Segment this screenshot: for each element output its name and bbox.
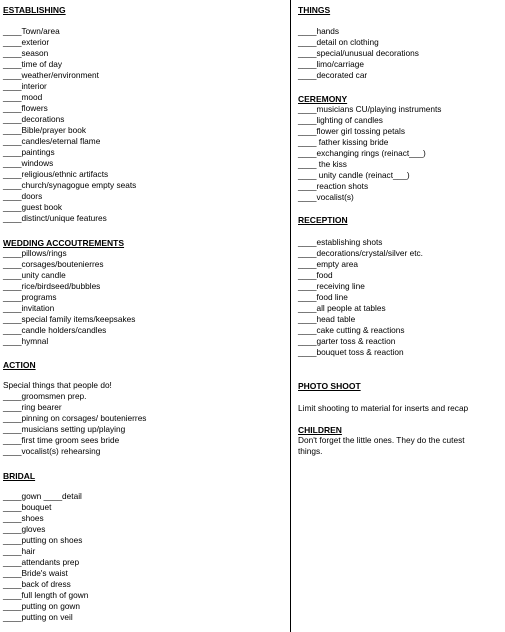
list-item: ____bouquet toss & reaction	[298, 347, 404, 357]
list-item: ____mood	[3, 92, 43, 102]
section-heading-things: THINGS	[298, 5, 331, 15]
section-intro: Special things that people do!	[3, 380, 112, 390]
list-item: ____candle holders/candles	[3, 325, 107, 335]
section-heading-children: CHILDREN	[298, 425, 342, 435]
list-item: ____candles/eternal flame	[3, 136, 101, 146]
list-item: ____lighting of candles	[298, 115, 383, 125]
list-item: ____doors	[3, 191, 43, 201]
list-item: ____paintings	[3, 147, 55, 157]
list-item: ____Bible/prayer book	[3, 125, 87, 135]
list-item: ____detail on clothing	[298, 37, 379, 47]
list-item: ____gown ____detail	[3, 491, 82, 501]
list-item: ____weather/environment	[3, 70, 99, 80]
list-item: ____religious/ethnic artifacts	[3, 169, 109, 179]
list-item: ____corsages/boutenierres	[3, 259, 104, 269]
list-item: ____groomsmen prep.	[3, 391, 87, 401]
list-item: ____receiving line	[298, 281, 365, 291]
list-item: ____flower girl tossing petals	[298, 126, 405, 136]
section-note: Don't forget the little ones. They do the cutest things.	[298, 435, 465, 456]
list-item: ____decorations/crystal/silver etc.	[298, 248, 423, 258]
list-item: ____vocalist(s) rehearsing	[3, 446, 101, 456]
list-item: ____gloves	[3, 524, 46, 534]
list-item: ____interior	[3, 81, 47, 91]
list-item: ____church/synagogue empty seats	[3, 180, 137, 190]
list-item: ____unity candle	[3, 270, 66, 280]
list-item: ____windows	[3, 158, 54, 168]
column-divider	[290, 0, 291, 632]
list-item: ____shoes	[3, 513, 44, 523]
list-item: ____full length of gown	[3, 590, 89, 600]
list-item: ____musicians setting up/playing	[3, 424, 126, 434]
list-item: ____decorations	[3, 114, 65, 124]
list-item: ____exchanging rings (reinact___)	[298, 148, 426, 158]
list-item: ____special/unusual decorations	[298, 48, 419, 58]
section-heading-wedding-accoutrements: WEDDING ACCOUTREMENTS	[3, 238, 125, 248]
list-item: ____hair	[3, 546, 36, 556]
list-item: ____hands	[298, 26, 340, 36]
list-item: ____ unity candle (reinact___)	[298, 170, 410, 180]
section-heading-establishing: ESTABLISHING	[3, 5, 66, 15]
list-item: ____pillows/rings	[3, 248, 67, 258]
list-item: ____back of dress	[3, 579, 71, 589]
list-item: ____exterior	[3, 37, 50, 47]
list-item: ____season	[3, 48, 49, 58]
section-heading-action: ACTION	[3, 360, 36, 370]
list-item: ____garter toss & reaction	[298, 336, 396, 346]
list-item: ____empty area	[298, 259, 358, 269]
list-item: ____all people at tables	[298, 303, 386, 313]
list-item: ____distinct/unique features	[3, 213, 107, 223]
list-item: ____decorated car	[298, 70, 368, 80]
section-note: Limit shooting to material for inserts and recap	[298, 403, 469, 413]
section-heading-photo-shoot: PHOTO SHOOT	[298, 381, 361, 391]
section-heading-ceremony: CEREMONY	[298, 94, 348, 104]
list-item: ____head table	[298, 314, 356, 324]
list-item: ____vocalist(s)	[298, 192, 354, 202]
list-item: ____putting on shoes	[3, 535, 83, 545]
list-item: ____cake cutting & reactions	[298, 325, 405, 335]
list-item: ____bouquet	[3, 502, 52, 512]
list-item: ____limo/carriage	[298, 59, 364, 69]
list-item: ____ father kissing bride	[298, 137, 389, 147]
list-item: ____special family items/keepsakes	[3, 314, 136, 324]
list-item: ____Bride's waist	[3, 568, 68, 578]
list-item: ____invitation	[3, 303, 55, 313]
list-item: ____reaction shots	[298, 181, 369, 191]
list-item: ____food	[298, 270, 333, 280]
list-item: ____flowers	[3, 103, 48, 113]
section-heading-reception: RECEPTION	[298, 215, 348, 225]
section-heading-bridal: BRIDAL	[3, 471, 36, 481]
list-item: ____ the kiss	[298, 159, 347, 169]
list-item: ____first time groom sees bride	[3, 435, 120, 445]
list-item: ____pinning on corsages/ boutenierres	[3, 413, 147, 423]
list-item: ____guest book	[3, 202, 63, 212]
list-item: ____Town/area	[3, 26, 60, 36]
list-item: ____ring bearer	[3, 402, 62, 412]
list-item: ____time of day	[3, 59, 63, 69]
list-item: ____musicians CU/playing instruments	[298, 104, 442, 114]
list-item: ____programs	[3, 292, 57, 302]
list-item: ____hymnal	[3, 336, 49, 346]
list-item: ____attendants prep	[3, 557, 80, 567]
list-item: ____establishing shots	[298, 237, 383, 247]
list-item: ____putting on gown	[3, 601, 81, 611]
list-item: ____food line	[298, 292, 348, 302]
list-item: ____putting on veil	[3, 612, 73, 622]
list-item: ____rice/birdseed/bubbles	[3, 281, 101, 291]
